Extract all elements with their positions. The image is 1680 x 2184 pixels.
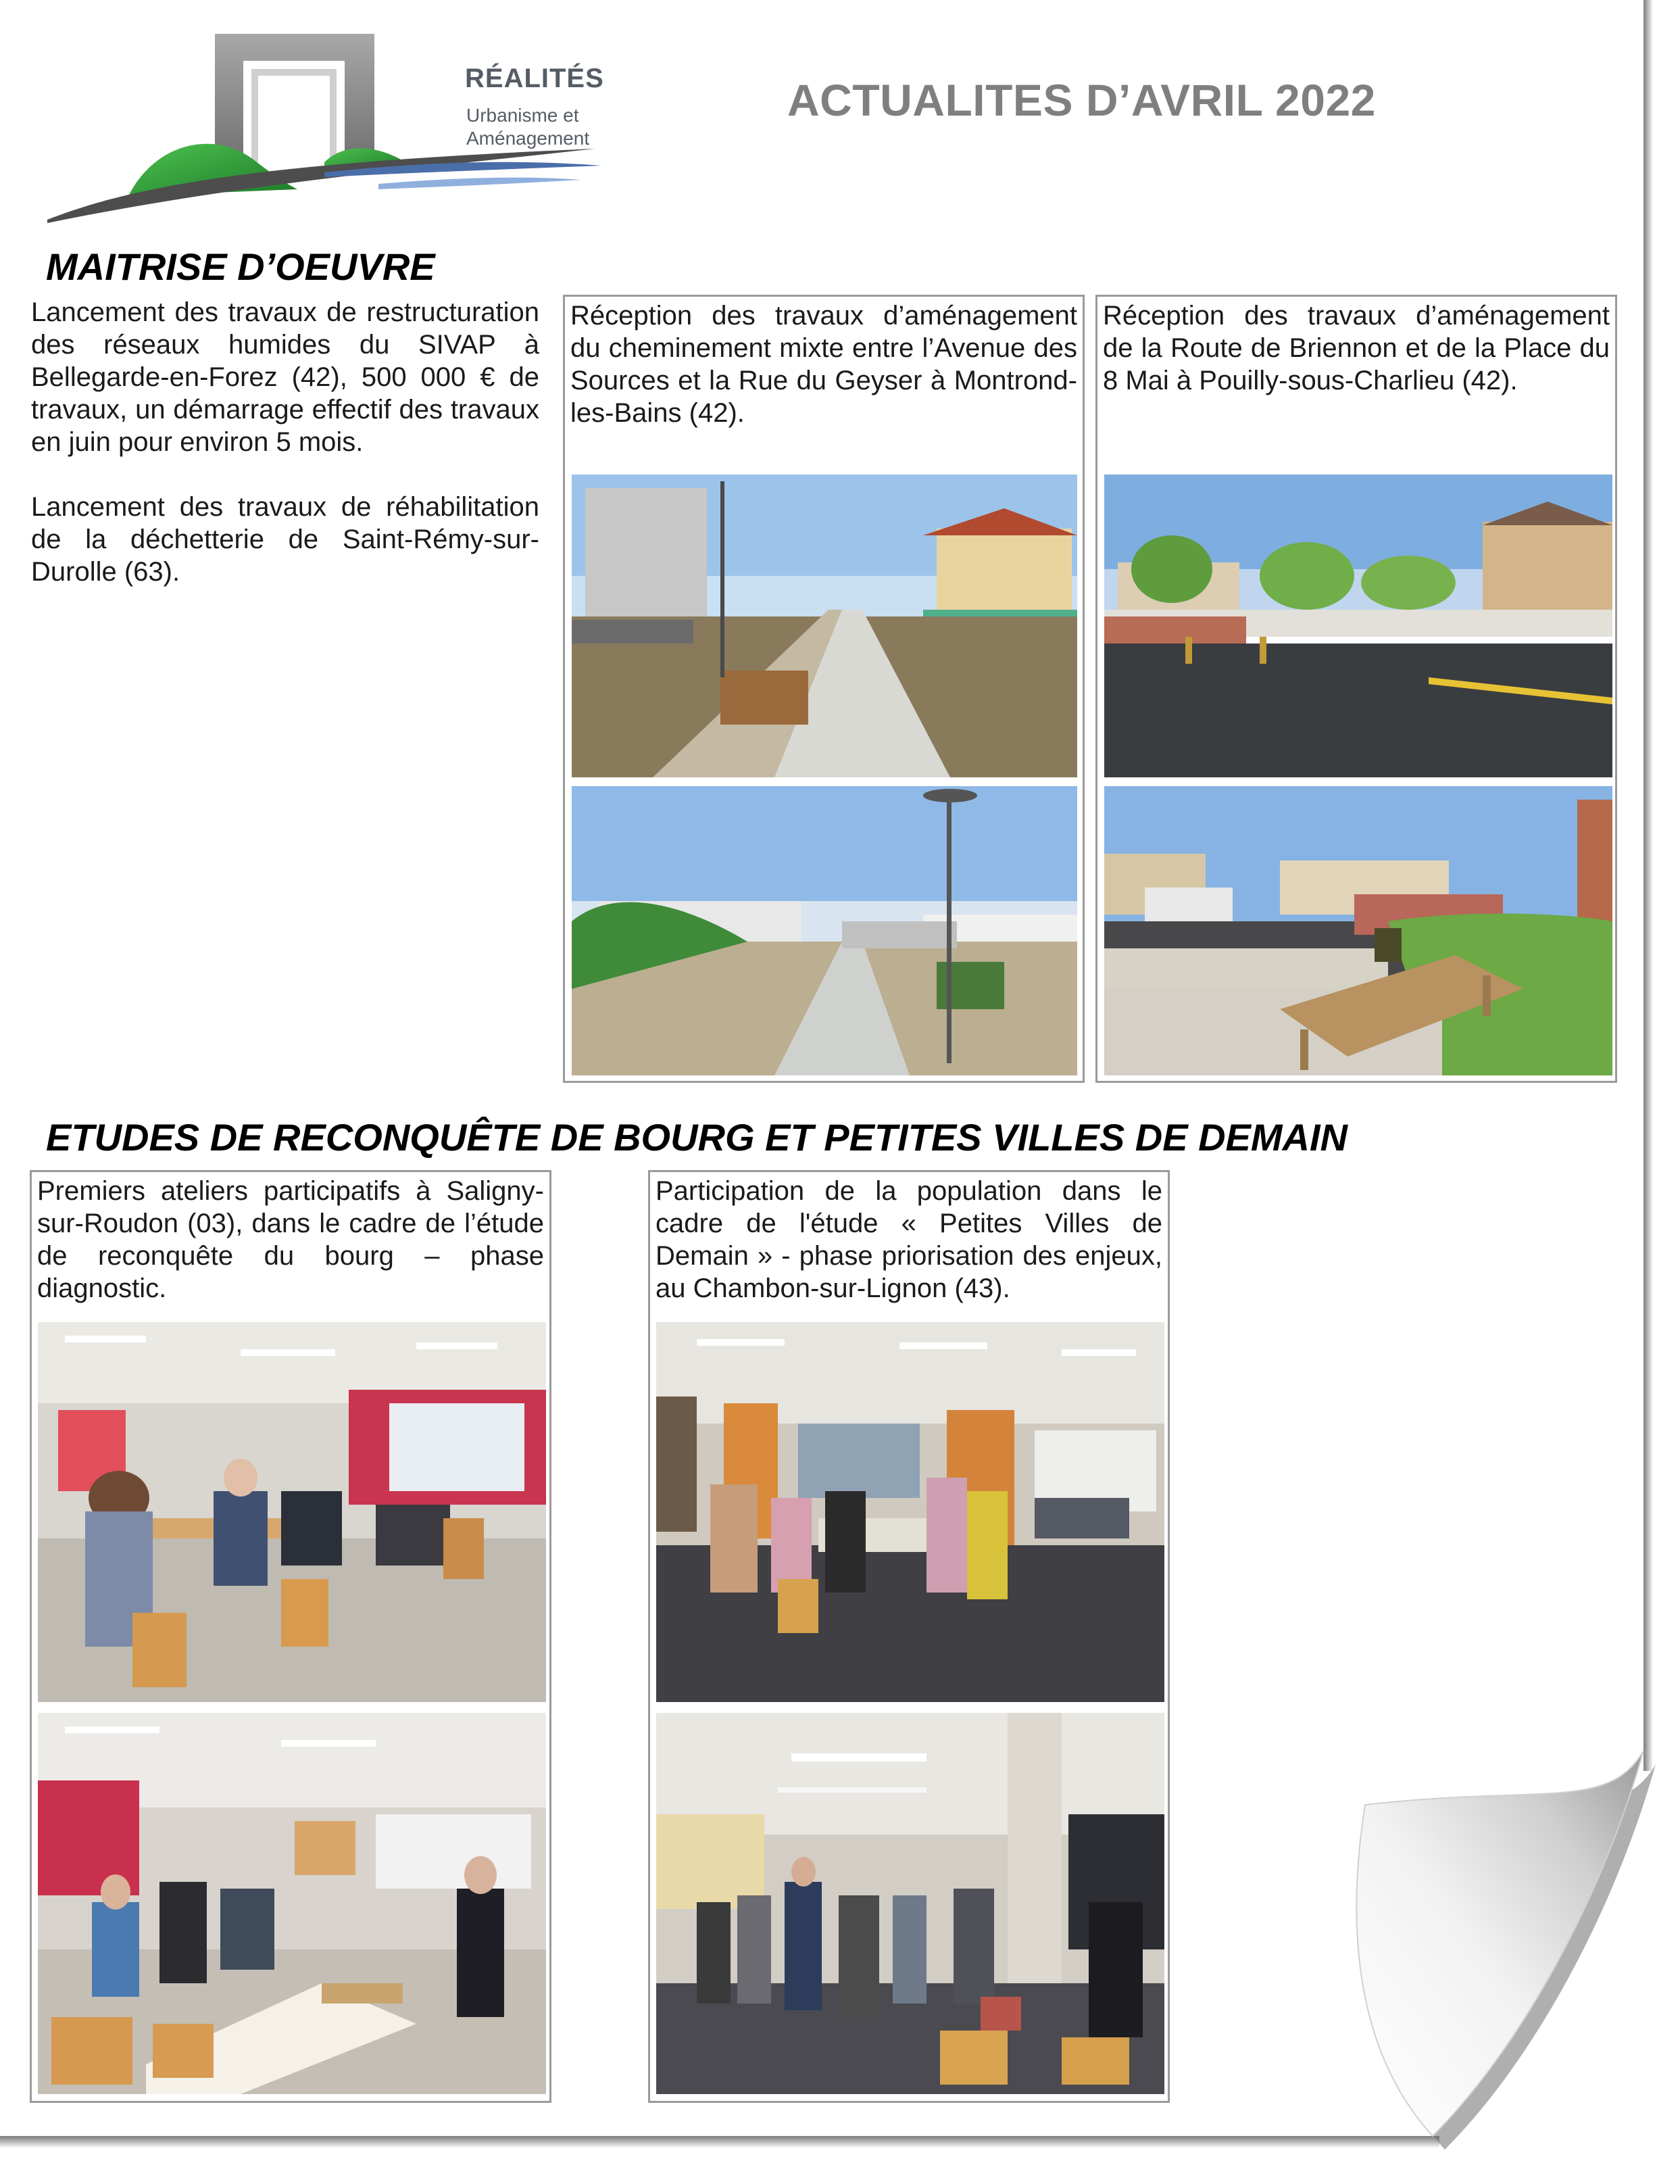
project-box-pouilly bbox=[1095, 295, 1617, 1083]
project-box-saligny bbox=[30, 1170, 551, 2103]
page-curl bbox=[1318, 1730, 1680, 2184]
photo-meeting-1 bbox=[656, 1322, 1164, 1702]
project-caption: Premiers ateliers participatifs à Saligny-sur-Roudon (03), dans le cadre de l’étude de reconquête du bourg – phase diagnostic. bbox=[37, 1176, 544, 1303]
intro-paragraph-2: Lancement des travaux de réhabilitation de la déchetterie de Saint-Rémy-sur-Durolle (63). bbox=[31, 492, 539, 587]
project-box-montrond bbox=[563, 295, 1085, 1083]
photo-path-2 bbox=[572, 786, 1077, 1075]
page-shadow-bottom bbox=[0, 2136, 1439, 2148]
photo-road-1 bbox=[1104, 475, 1612, 777]
project-box-chambon bbox=[648, 1170, 1170, 2103]
logo-subtitle bbox=[466, 104, 628, 150]
photo-workshop-1 bbox=[38, 1322, 546, 1702]
intro-text bbox=[31, 296, 539, 621]
photo-square-2 bbox=[1104, 786, 1612, 1075]
logo-title: RÉALITÉS bbox=[465, 64, 604, 93]
section-heading-etudes: ETUDES DE RECONQUÊTE DE BOURG ET PETITES VILLES DE DEMAIN bbox=[46, 1116, 1348, 1159]
photo-workshop-2 bbox=[38, 1713, 546, 2094]
photo-path-1 bbox=[572, 475, 1077, 777]
project-caption: Participation de la population dans le cadre de l'étude « Petites Villes de Demain » - phase priorisation des enjeux, au Chambon-sur-Lignon (43). bbox=[656, 1176, 1162, 1303]
intro-paragraph-1: Lancement des travaux de restructuration des réseaux humides du SIVAP à Bellegarde-en-Forez (42), 500 000 € de travaux, un démarrage effectif des travaux en juin pour environ 5 mois. bbox=[31, 297, 539, 457]
project-caption: Réception des travaux d’aménagement de la Route de Briennon et de la Place du 8 Mai à Pouilly-sous-Charlieu (42). bbox=[1103, 301, 1610, 395]
company-logo bbox=[41, 27, 622, 230]
section-heading-maitrise: MAITRISE D’OEUVRE bbox=[46, 245, 435, 288]
logo-subtitle-line1: Urbanisme et bbox=[466, 105, 579, 126]
page-title: ACTUALITES D’AVRIL 2022 bbox=[787, 75, 1376, 125]
project-caption: Réception des travaux d’aménagement du cheminement mixte entre l’Avenue des Sources et la Rue du Geyser à Montrond-les-Bains (42). bbox=[570, 301, 1077, 428]
logo-subtitle-line2: Aménagement bbox=[466, 128, 590, 149]
page-shadow-right bbox=[1644, 0, 1653, 1771]
photo-meeting-2 bbox=[656, 1713, 1164, 2094]
